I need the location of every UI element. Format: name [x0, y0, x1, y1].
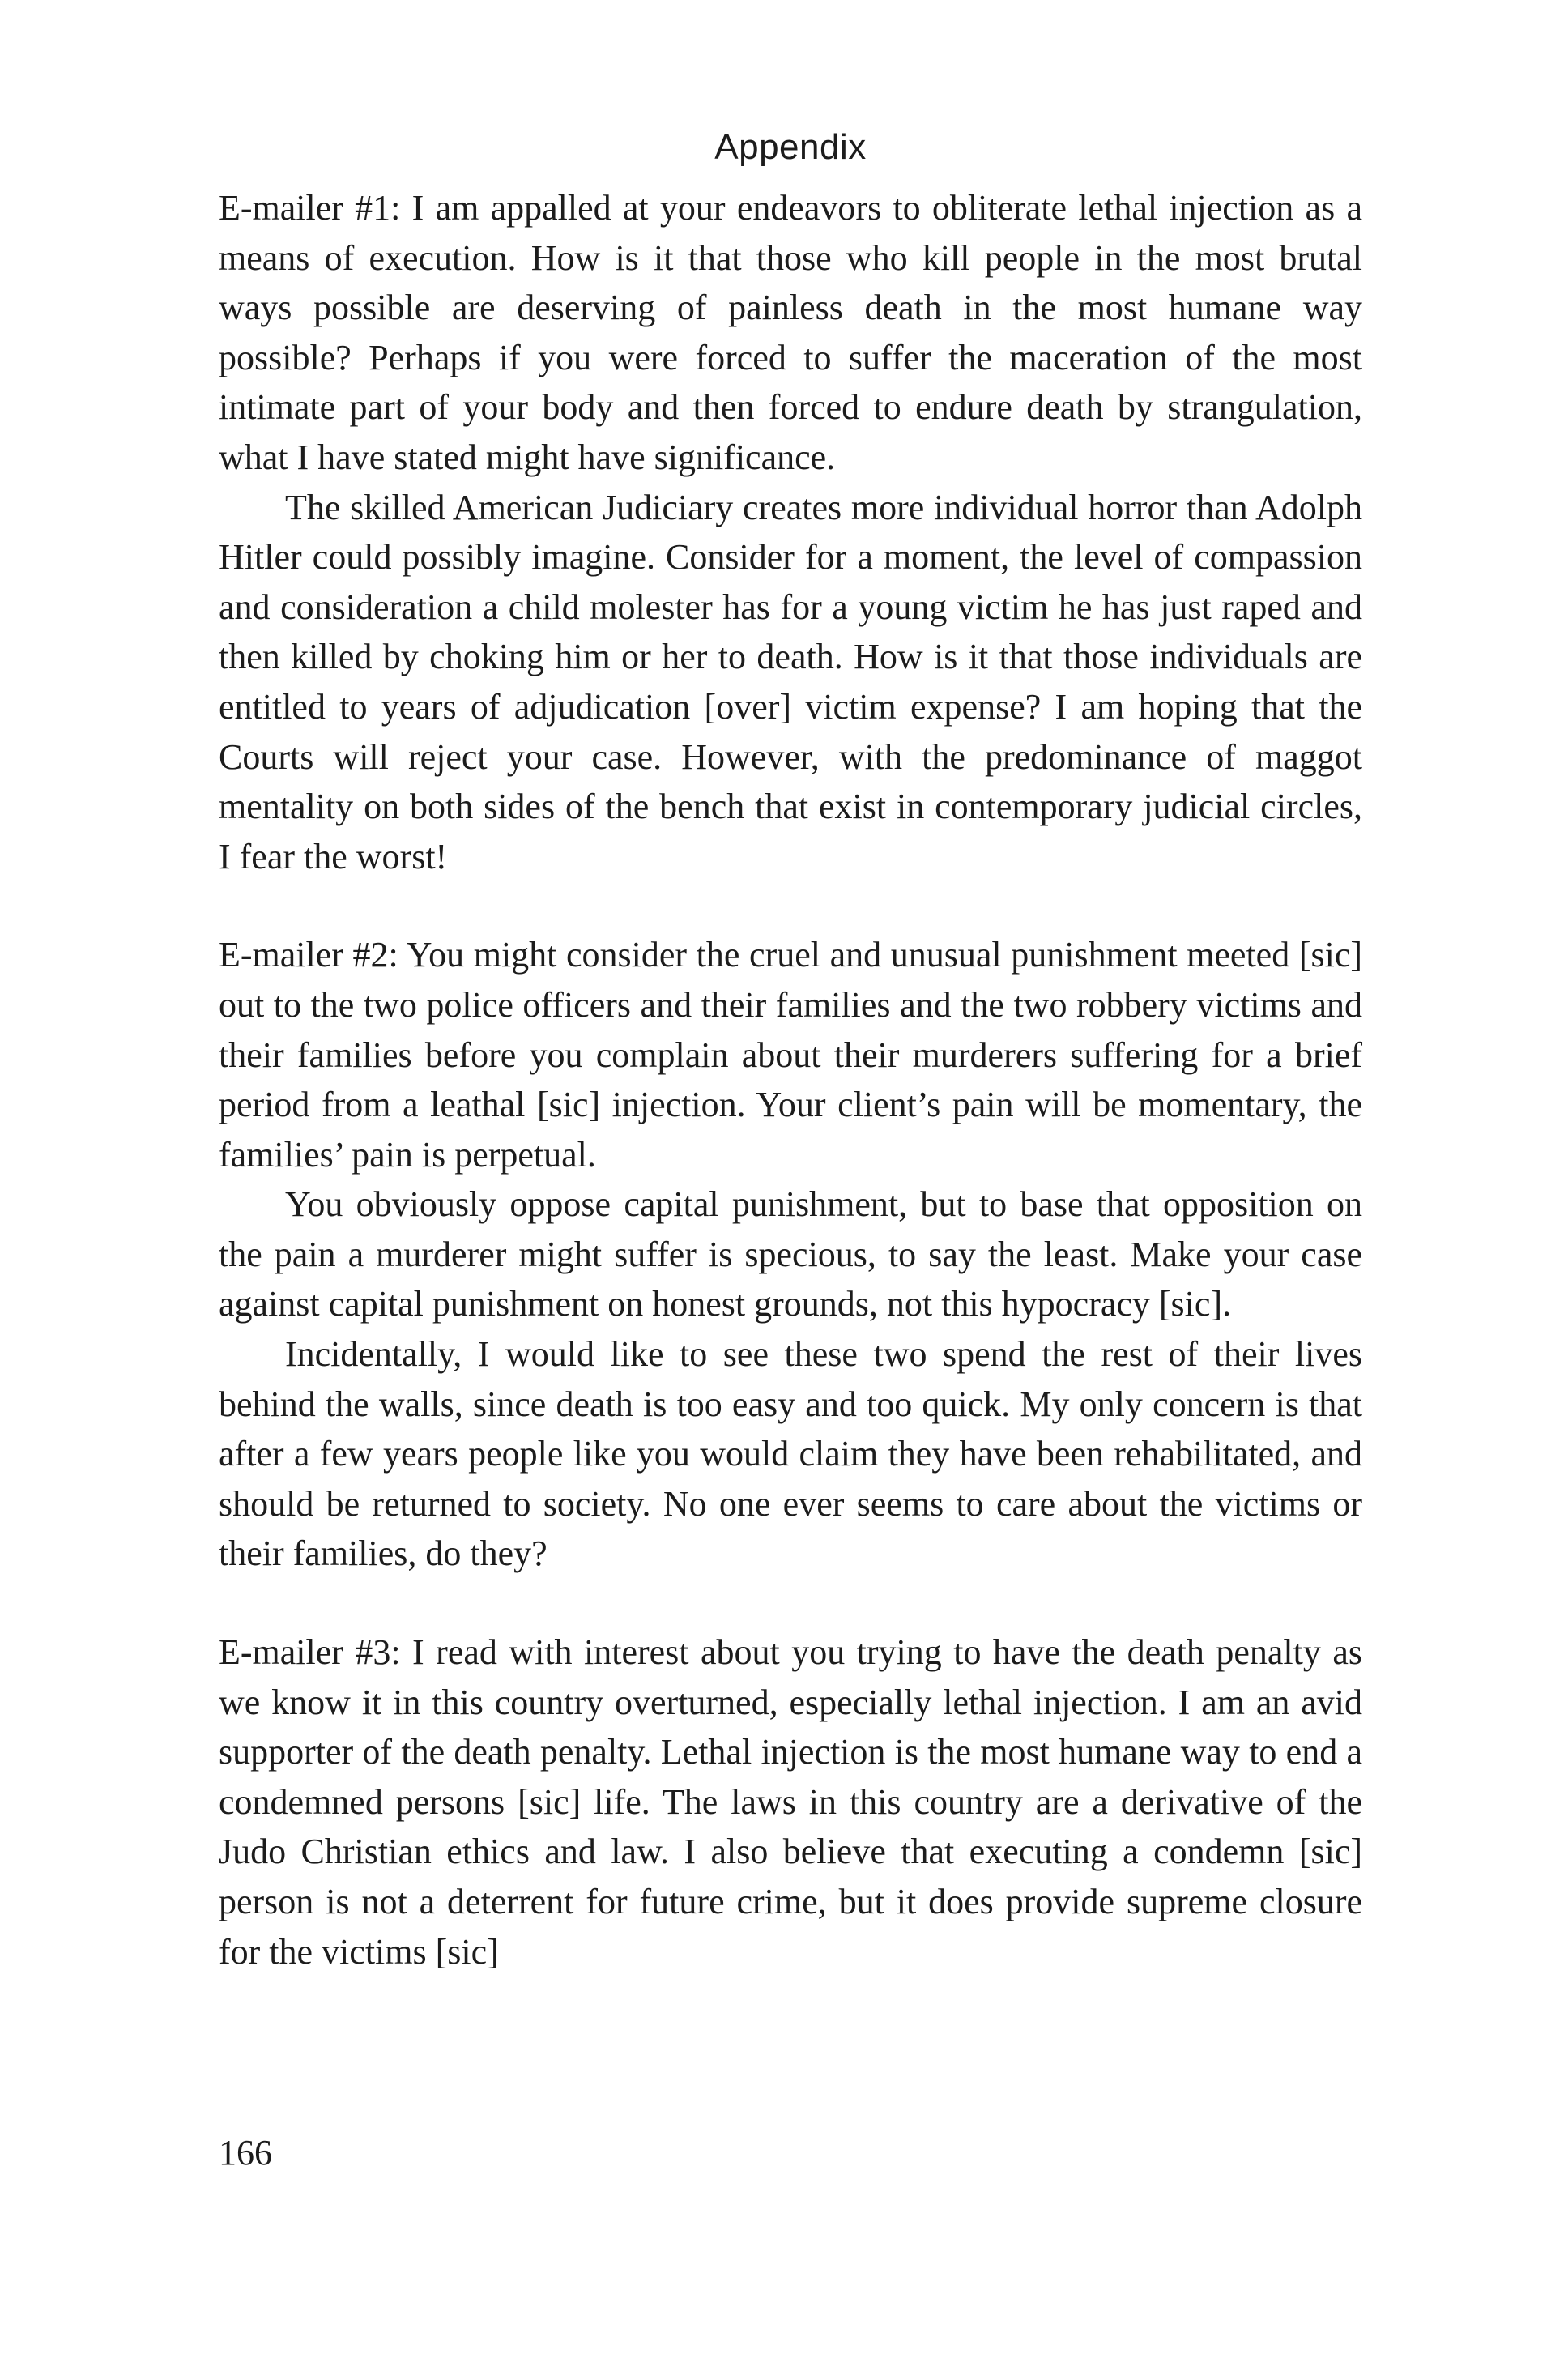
letter-1-paragraph-2: The skilled American Judiciary creates more individual horror than Adolph Hitler could possibly imagine. Consider for a moment, the level of compassion and consideration a child molester has for a young victim he has just raped and then killed by choking him or her to death. How is it that those individuals are entitled to years of adjudication [over] victim expense? I am hoping that the Courts will reject your case. However, with the predominance of maggot mentality on both sides of the bench that exist in contemporary judicial circles, I fear the worst! — [219, 487, 1362, 876]
letter-3-paragraph-1: E-mailer #3: I read with interest about you trying to have the death penalty as we know it in this country overturned, especially lethal injection. I am an avid supporter of the death penalty. Lethal injection is the most humane way to end a condemned persons [sic] life. The laws in this country are a derivative of the Judo Christian ethics and law. I also believe that executing a condemn [sic] person is not a deterrent for future crime, but it does provide supreme closure for the victims [sic] — [219, 1632, 1362, 1972]
letter-2-paragraph-2: You obviously oppose capital punishment, but to base that opposition on the pain a murderer might suffer is specious, to say the least. Make your case against capital punishment on honest grounds, not this hypocracy [sic]. — [219, 1184, 1362, 1324]
running-head: Appendix — [714, 127, 867, 167]
letter-1 — [219, 183, 1362, 881]
page-number: 166 — [219, 2133, 272, 2173]
letter-2-paragraph-3: Incidentally, I would like to see these two spend the rest of their lives behind the walls, since death is too easy and too quick. My only concern is that after a few years people like you would claim they have been rehabilitated, and should be returned to society. No one ever seems to care about the victims or their families, do they? — [219, 1334, 1362, 1574]
letter-1-paragraph-1: E-mailer #1: I am appalled at your endeavors to obliterate lethal injection as a means of execution. How is it that those who kill people in the most brutal ways possible are deserving of painless death in the most humane way possible? Perhaps if you were forced to suffer the maceration of the most intimate part of your body and then forced to endure death by strangulation, what I have stated might have significance. — [219, 188, 1362, 477]
page-body — [219, 122, 1362, 1977]
letter-3 — [219, 1627, 1362, 1977]
letter-2-paragraph-1: E-mailer #2: You might consider the cruel and unusual punishment meeted [sic] out to the two police officers and their families and the two robbery victims and their families before you complain about their murderers suffering for a brief period from a leathal [sic] injection. Your client’s pain will be momentary, the families’ pain is perpetual. — [219, 935, 1362, 1175]
letter-2 — [219, 930, 1362, 1579]
